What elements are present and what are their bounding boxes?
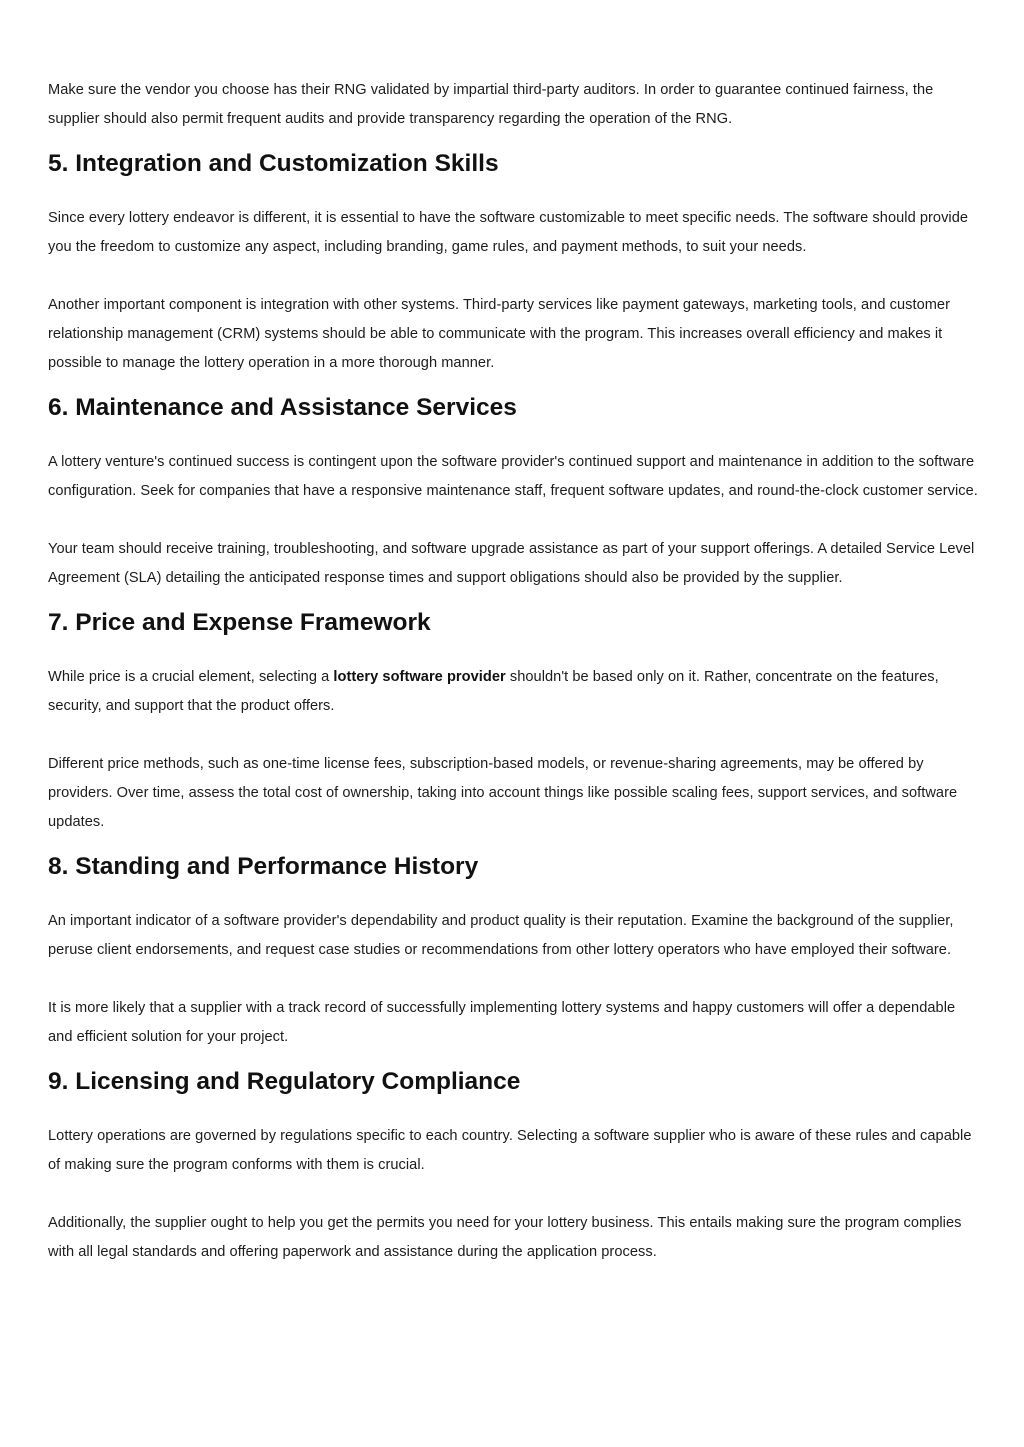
intro-paragraph: Make sure the vendor you choose has their RNG validated by impartial third-party auditors. In order to guarantee continued fairness, the supplier should also permit frequent audits and provide transparency regarding the operation of the RNG. — [48, 82, 934, 127]
paragraph-maintenance: A lottery venture's continued success is contingent upon the software provider's continued support and maintenance in addition to the software configuration. Seek for companies that have a responsive maintenance staff, frequent software updates, and round-the-clock customer service. — [48, 454, 978, 499]
paragraph-price-methods: Different price methods, such as one-time license fees, subscription-based models, or revenue-sharing agreements, may be offered by providers. Over time, assess the total cost of ownership, taking into account things like possible scaling fees, support services, and software updates. — [48, 756, 958, 830]
price-text-after: shouldn't be based only on it. Rather, concentrate on the features, security, and support that the product offers. — [48, 669, 939, 714]
heading-standing-performance: 8. Standing and Performance History — [48, 853, 479, 880]
paragraph-reputation: An important indicator of a software provider's dependability and product quality is their reputation. Examine the background of the supplier, peruse client endorsements, and request case studies or recommendations from other lottery operators who have employed their software. — [48, 913, 954, 958]
paragraph-track-record: It is more likely that a supplier with a track record of successfully implementing lottery systems and happy customers will offer a dependable and efficient solution for your project. — [48, 1000, 956, 1045]
document-page — [48, 76, 983, 1267]
paragraph-regulations: Lottery operations are governed by regulations specific to each country. Selecting a software supplier who is aware of these rules and capable of making sure the program conforms with them is crucial. — [48, 1128, 972, 1173]
price-text-before: While price is a crucial element, selecting a — [48, 669, 334, 685]
lottery-software-provider-term: lottery software provider — [333, 669, 506, 685]
paragraph-customization: Since every lottery endeavor is different, it is essential to have the software customizable to meet specific needs. The software should provide you the freedom to customize any aspect, including branding, game rules, and payment methods, to suit your needs. — [48, 210, 969, 255]
paragraph-price-intro — [48, 663, 983, 721]
heading-integration-customization: 5. Integration and Customization Skills — [48, 150, 499, 177]
heading-price-expense: 7. Price and Expense Framework — [48, 609, 431, 636]
heading-maintenance-assistance: 6. Maintenance and Assistance Services — [48, 394, 517, 421]
paragraph-integration: Another important component is integration with other systems. Third-party services like payment gateways, marketing tools, and customer relationship management (CRM) systems should be able to communicate with the program. This increases overall efficiency and makes it possible to manage the lottery operation in a more thorough manner. — [48, 297, 951, 371]
paragraph-permits: Additionally, the supplier ought to help you get the permits you need for your lottery business. This entails making sure the program complies with all legal standards and offering paperwork and assistance during the application process. — [48, 1215, 962, 1260]
heading-licensing-compliance: 9. Licensing and Regulatory Compliance — [48, 1068, 521, 1095]
paragraph-support-sla: Your team should receive training, troubleshooting, and software upgrade assistance as part of your support offerings. A detailed Service Level Agreement (SLA) detailing the anticipated response times and support obligations should also be provided by the supplier. — [48, 541, 975, 586]
